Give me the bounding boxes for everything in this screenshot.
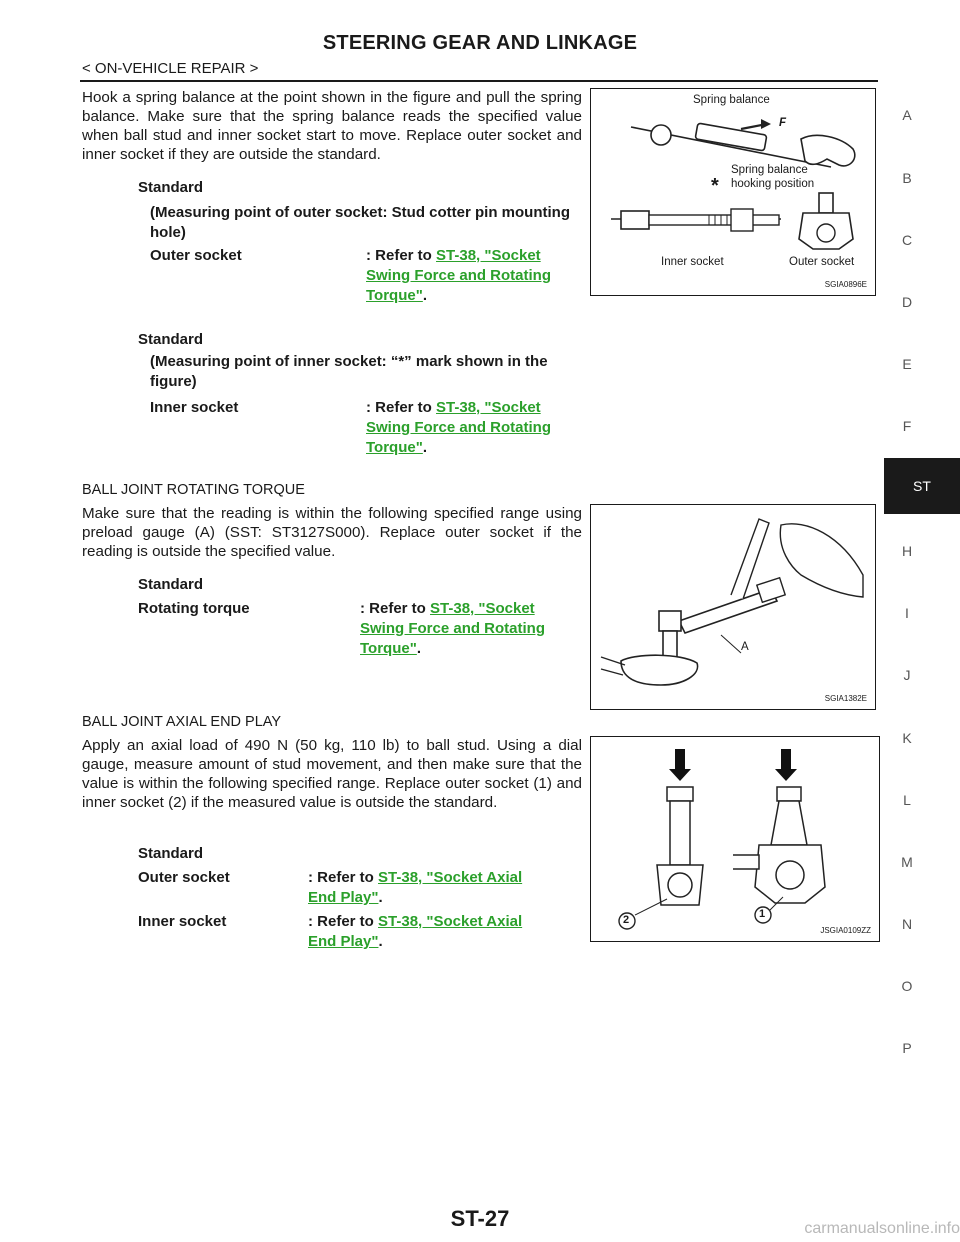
outer-socket-link-3[interactable]: Torque" bbox=[366, 287, 423, 304]
intro-paragraph: Hook a spring balance at the point shown in the figure and pull the spring balance. Make sure that the spring balance reads the specified value when ball stud and inner socket start to move. Replace outer socket and inner socket if they are outside the standard. bbox=[82, 89, 582, 163]
callout-1: 1 bbox=[759, 908, 766, 920]
header-rule bbox=[80, 80, 878, 82]
outer-socket-label: Outer socket bbox=[150, 247, 242, 264]
refer-prefix: : Refer to bbox=[360, 600, 431, 617]
figure-spring-balance bbox=[590, 88, 876, 296]
label-inner-socket: Inner socket bbox=[661, 256, 724, 268]
label-hooking-2: hooking position bbox=[731, 178, 815, 190]
watermark: carmanualsonline.info bbox=[804, 1220, 960, 1237]
period: . bbox=[422, 287, 428, 304]
axial-outer-link-1[interactable]: ST-38, "Socket Axial bbox=[378, 869, 523, 886]
rotating-link-1[interactable]: ST-38, "Socket bbox=[430, 600, 535, 617]
side-index-j[interactable]: J bbox=[903, 667, 911, 683]
inner-socket-ref bbox=[366, 398, 586, 458]
label-force-f: F bbox=[779, 117, 787, 129]
standard-label-1: Standard bbox=[138, 179, 204, 196]
label-a: A bbox=[741, 641, 749, 653]
label-star: * bbox=[711, 175, 719, 197]
inner-socket-link-2[interactable]: Swing Force and Rotating bbox=[366, 419, 552, 436]
axial-inner-link-2[interactable]: End Play" bbox=[308, 933, 379, 950]
side-index-a[interactable]: A bbox=[902, 107, 912, 123]
page-title: STEERING GEAR AND LINKAGE bbox=[322, 32, 638, 54]
inner-measure-point: (Measuring point of inner socket: “*” mark shown in the figure) bbox=[150, 353, 548, 390]
side-index-i[interactable]: I bbox=[905, 605, 909, 621]
label-outer-socket: Outer socket bbox=[789, 256, 855, 268]
outer-socket-link-1[interactable]: ST-38, "Socket bbox=[436, 247, 541, 264]
side-index-d[interactable]: D bbox=[901, 294, 913, 310]
side-index-f[interactable]: F bbox=[902, 418, 912, 434]
refer-prefix: : Refer to bbox=[366, 399, 437, 416]
figure-id: SGIA0896E bbox=[824, 280, 867, 289]
axial-paragraph: Apply an axial load of 490 N (50 kg, 110 lb) to ball stud. Using a dial gauge, measure amount of stud movement, and then make sure that the value is within the following specified range. Replace outer socket (1) and inner socket (2) if the measured value is outside the standard. bbox=[82, 737, 582, 811]
rotating-link-2[interactable]: Swing Force and Rotating bbox=[360, 620, 546, 637]
preload-gauge-illustration bbox=[591, 505, 875, 709]
side-index-n[interactable]: N bbox=[901, 916, 913, 932]
inner-socket-link-3[interactable]: Torque" bbox=[366, 439, 423, 456]
period: . bbox=[378, 933, 383, 950]
period: . bbox=[416, 640, 422, 657]
axial-outer-ref bbox=[308, 868, 578, 908]
refer-prefix: : Refer to bbox=[308, 869, 379, 886]
outer-socket-link-2[interactable]: Swing Force and Rotating bbox=[366, 267, 552, 284]
label-hooking-1: Spring balance bbox=[731, 164, 808, 176]
inner-socket-label: Inner socket bbox=[150, 399, 239, 416]
side-index-m[interactable]: M bbox=[901, 854, 913, 870]
side-index-st-active[interactable]: ST bbox=[884, 458, 960, 514]
callout-2: 2 bbox=[623, 914, 630, 926]
standard-label-3: Standard bbox=[138, 576, 204, 593]
side-index-c[interactable]: C bbox=[901, 232, 913, 248]
figure-axial-play bbox=[590, 736, 880, 942]
axial-inner-label: Inner socket bbox=[138, 913, 227, 930]
breadcrumb: < ON-VEHICLE REPAIR > bbox=[82, 60, 259, 77]
refer-prefix: : Refer to bbox=[308, 913, 379, 930]
rotating-torque-ref bbox=[360, 599, 580, 659]
section-heading-rotating: BALL JOINT ROTATING TORQUE bbox=[82, 482, 305, 498]
figure-preload-gauge bbox=[590, 504, 876, 710]
axial-outer-label: Outer socket bbox=[138, 869, 230, 886]
label-spring-balance: Spring balance bbox=[693, 94, 770, 106]
side-index-l[interactable]: L bbox=[903, 792, 911, 808]
outer-measure-point: (Measuring point of outer socket: Stud cotter pin mounting hole) bbox=[150, 204, 570, 241]
standard-label-2: Standard bbox=[138, 331, 204, 348]
side-index-k[interactable]: K bbox=[902, 730, 912, 746]
outer-socket-ref bbox=[366, 246, 586, 306]
side-index-e[interactable]: E bbox=[902, 356, 912, 372]
figure-id: JSGIA0109ZZ bbox=[820, 926, 871, 935]
side-index-o[interactable]: O bbox=[901, 978, 913, 994]
side-index-h[interactable]: H bbox=[901, 543, 913, 559]
page-number: ST-27 bbox=[450, 1206, 510, 1231]
figure-id: SGIA1382E bbox=[824, 694, 867, 703]
refer-prefix: : Refer to bbox=[366, 247, 437, 264]
axial-inner-link-1[interactable]: ST-38, "Socket Axial bbox=[378, 913, 523, 930]
axial-outer-link-2[interactable]: End Play" bbox=[308, 889, 379, 906]
axial-inner-ref bbox=[308, 912, 578, 952]
standard-label-4: Standard bbox=[138, 845, 204, 862]
rotating-torque-label: Rotating torque bbox=[138, 600, 250, 617]
rotating-paragraph: Make sure that the reading is within the following specified range using preload gauge (A) (SST: ST3127S000). Replace outer socket if the reading is outside the specified value. bbox=[82, 505, 582, 560]
side-index-b[interactable]: B bbox=[902, 170, 912, 186]
rotating-link-3[interactable]: Torque" bbox=[360, 640, 417, 657]
inner-socket-link-1[interactable]: ST-38, "Socket bbox=[436, 399, 541, 416]
period: . bbox=[422, 439, 428, 456]
side-index-p[interactable]: P bbox=[902, 1040, 912, 1056]
section-heading-axial: BALL JOINT AXIAL END PLAY bbox=[82, 714, 282, 730]
period: . bbox=[378, 889, 383, 906]
axial-play-illustration bbox=[591, 737, 879, 941]
